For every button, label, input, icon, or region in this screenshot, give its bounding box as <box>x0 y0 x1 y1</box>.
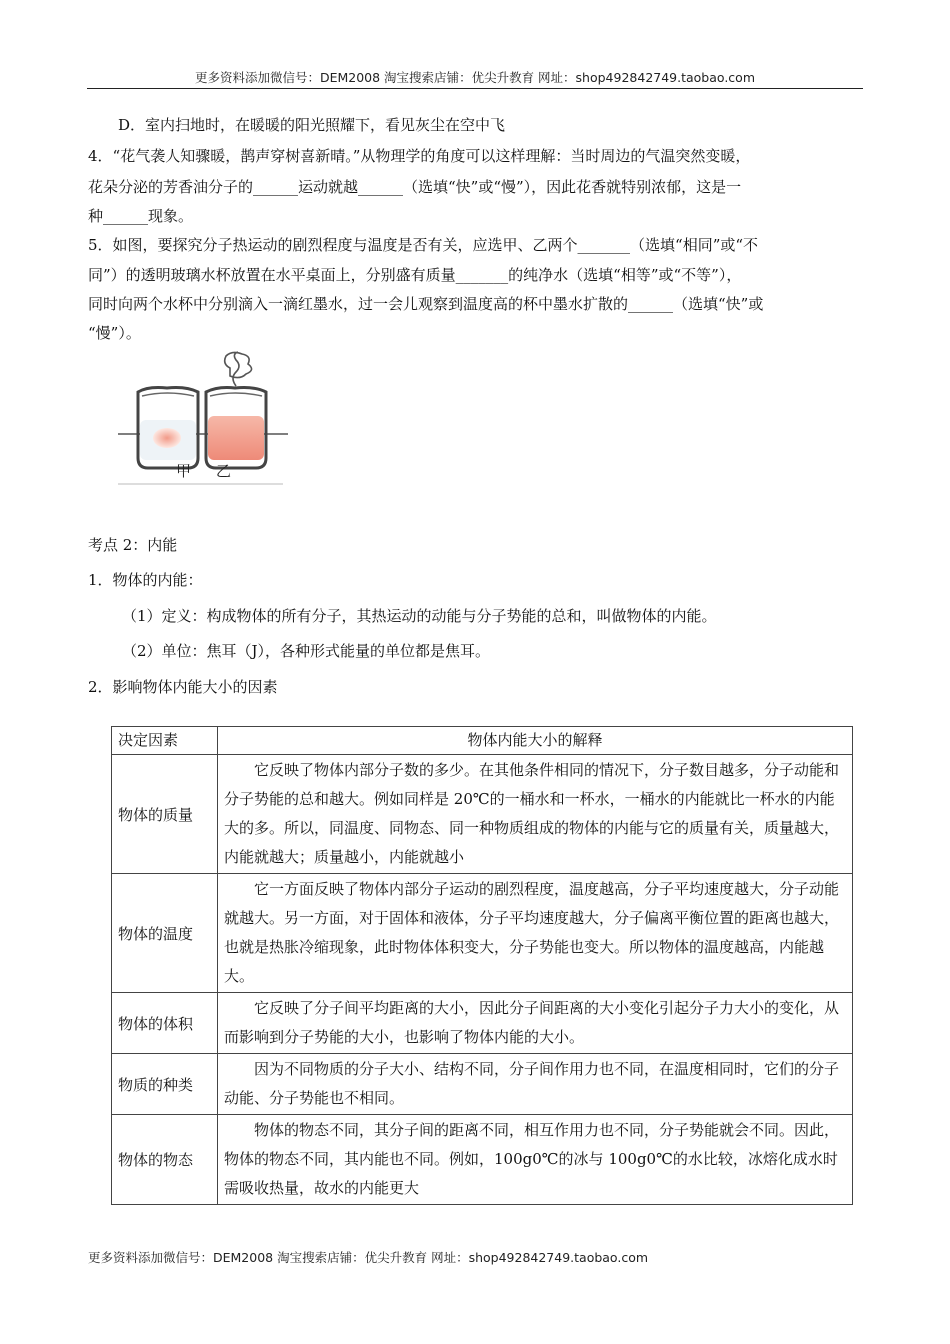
question-5-line-2: 同”）的透明玻璃水杯放置在水平桌面上，分别盛有质量_______的纯净水（选填“相等”或“不等”）， <box>88 266 742 284</box>
item-1-unit: （2）单位：焦耳（J），各种形式能量的单位都是焦耳。 <box>122 642 491 660</box>
table-row <box>112 993 853 1054</box>
explain-cell: 它反映了物体内部分子数的多少。在其他条件相同的情况下，分子数目越多，分子动能和分子势能的总和越大。例如同样是 20℃的一桶水和一杯水，一桶水的内能就比一杯水的内能大的多。所以，同温度、同物态、同一种物质组成的物体的内能与它的质量有关，质量越大，内能就越大；质量越小，内能就越小 <box>218 755 853 874</box>
internal-energy-table <box>111 726 853 1205</box>
factor-cell: 物体的质量 <box>112 755 218 874</box>
item-1-definition: （1）定义：构成物体的所有分子，其热运动的动能与分子势能的总和，叫做物体的内能。 <box>122 607 717 625</box>
explain-cell: 因为不同物质的分子大小、结构不同，分子间作用力也不同，在温度相同时，它们的分子动能、分子势能也不相同。 <box>218 1054 853 1115</box>
question-5-line-1: 5．如图，要探究分子热运动的剧烈程度与温度是否有关，应选甲、乙两个_______（选填“相同”或“不 <box>88 236 759 254</box>
label-jia: 甲 <box>176 462 192 480</box>
factor-cell: 物体的体积 <box>112 993 218 1054</box>
factor-cell: 物体的物态 <box>112 1115 218 1205</box>
item-1-heading: 1．物体的内能： <box>88 571 203 589</box>
label-yi: 乙 <box>216 462 232 480</box>
page-header: 更多资料添加微信号：DEM2008 淘宝搜索店铺：优尖升教育 网址：shop492842749.taobao.com <box>194 70 756 85</box>
beaker-yi <box>206 352 266 468</box>
question-4-line-2: 花朵分泌的芳香油分子的______运动就越______（选填“快”或“慢”），因此花香就特别浓郁，这是一 <box>88 178 742 196</box>
page-footer: 更多资料添加微信号：DEM2008 淘宝搜索店铺：优尖升教育 网址：shop492842749.taobao.com <box>88 1250 649 1265</box>
table-row <box>112 874 853 993</box>
factor-cell: 物体的温度 <box>112 874 218 993</box>
explain-cell: 它反映了分子间平均距离的大小，因此分子间距离的大小变化引起分子力大小的变化，从而影响到分子势能的大小，也影响了物体内能的大小。 <box>218 993 853 1054</box>
header-factor: 决定因素 <box>112 727 218 755</box>
section-title: 考点 2：内能 <box>88 536 178 554</box>
steam-icon <box>225 352 252 386</box>
table-row <box>112 1054 853 1115</box>
header-explain: 物体内能大小的解释 <box>218 727 853 755</box>
table-row <box>112 1115 853 1205</box>
header-divider <box>87 88 863 89</box>
question-5-line-3: 同时向两个水杯中分别滴入一滴红墨水，过一会儿观察到温度高的杯中墨水扩散的______（选填“快”或 <box>88 295 764 313</box>
explain-cell: 物体的物态不同，其分子间的距离不同，相互作用力也不同，分子势能就会不同。因此，物体的物态不同，其内能也不同。例如，100g0℃的冰与 100g0℃的水比较，冰熔化成水时需吸收热量，故水的内能更大 <box>218 1115 853 1205</box>
question-5-line-4: “慢”）。 <box>88 324 141 342</box>
question-4-line-1: 4．“花气袭人知骤暖，鹊声穿树喜新晴。”从物理学的角度可以这样理解：当时周边的气温突然变暖， <box>88 147 751 165</box>
table-row <box>112 755 853 874</box>
beaker-figure <box>118 350 288 490</box>
option-d: D．室内扫地时，在暖暖的阳光照耀下，看见灰尘在空中飞 <box>118 116 506 134</box>
question-4-line-3: 种______现象。 <box>88 207 194 225</box>
item-2-heading: 2．影响物体内能大小的因素 <box>88 678 278 696</box>
factor-cell: 物质的种类 <box>112 1054 218 1115</box>
explain-cell: 它一方面反映了物体内部分子运动的剧烈程度，温度越高，分子平均速度越大，分子动能就越大。另一方面，对于固体和液体，分子平均速度越大，分子偏离平衡位置的距离也越大，也就是热胀冷缩现象，此时物体体积变大，分子势能也变大。所以物体的温度越高，内能越大。 <box>218 874 853 993</box>
beaker-jia <box>138 388 198 469</box>
table-header-row <box>112 727 853 755</box>
